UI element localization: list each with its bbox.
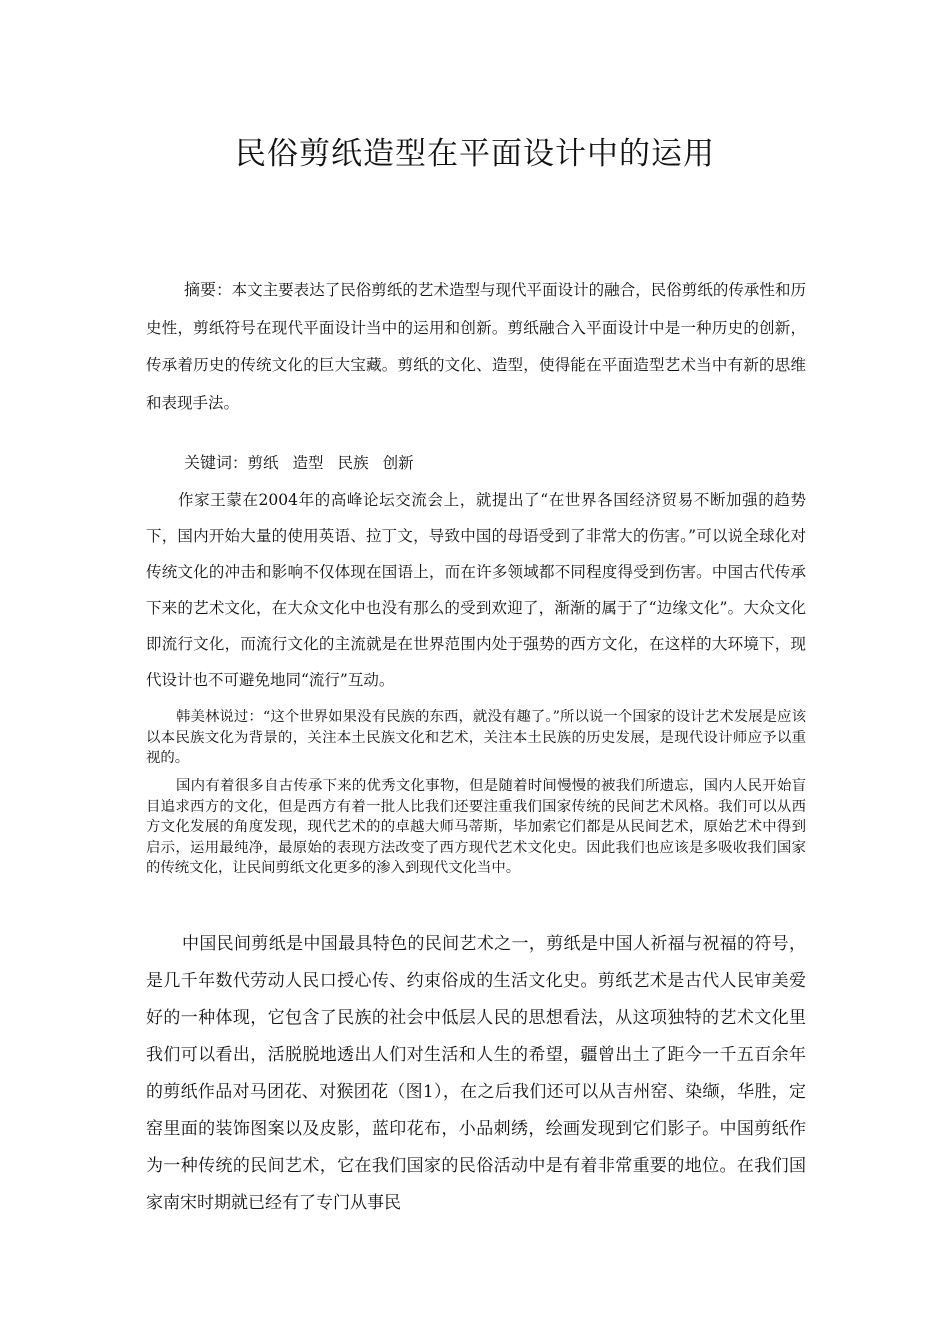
keyword-item: 造型 — [292, 454, 324, 472]
page-title: 民俗剪纸造型在平面设计中的运用 — [235, 136, 715, 172]
body-paragraph-2: 韩美林说过：“这个世界如果没有民族的东西，就没有趣了。”所以说一个国家的设计艺术发展是应该以本民族文化为背景的，关注本土民族文化和艺术，关注本土民族的历史发展，是现代设计师应予以重视的。 — [146, 709, 806, 766]
keywords-label: 关键词 — [184, 453, 233, 472]
keywords-separator: ： — [232, 454, 248, 472]
abstract-paragraph — [146, 271, 806, 422]
keyword-item: 民族 — [337, 454, 369, 472]
body-paragraph-3: 国内有着很多自古传承下来的优秀文化事物，但是随着时间慢慢的被我们所遗忘，国内人民开始盲目追求西方的文化，但是西方有着一批人比我们还要注重我们国家传统的民间艺术风格。我们可以从西方文化发展的角度发现，现代艺术的的卓越大师马蒂斯，毕加索它们都是从民间艺术，原始艺术中得到启示，运用最纯净，最原始的表现方法改变了西方现代艺术文化史。因此我们也应该是多吸收我们国家的传统文化，让民间剪纸文化更多的渗入到现代文化当中。 — [146, 778, 806, 876]
body-paragraph-1: 作家王蒙在2004年的高峰论坛交流会上，就提出了“在世界各国经济贸易不断加强的趋势下，国内开始大量的使用英语、拉丁文，导致中国的母语受到了非常大的伤害。”可以说全球化对传统文化的冲击和影响不仅体现在国语上，而在许多领域都不同程度得受到伤害。中国古代传承下来的艺术文化，在大众文化中也没有那么的受到欢迎了，渐渐的属于了“边缘文化”。大众文化即流行文化，而流行文化的主流就是在世界范围内处于强势的西方文化，在这样的大环境下，现代设计也不可避免地同“流行”互动。 — [146, 491, 806, 689]
abstract-label: 摘要 — [184, 280, 217, 299]
keyword-item: 剪纸 — [247, 454, 279, 472]
body-paragraph-4: 中国民间剪纸是中国最具特色的民间艺术之一，剪纸是中国人祈福与祝福的符号，是几千年数代劳动人民口授心传、约束俗成的生活文化史。剪纸艺术是古代人民审美爱好的一种体现，它包含了民族的社会中低层人民的思想看法，从这项独特的艺术文化里我们可以看出，活脱脱地透出人们对生活和人生的希望，疆曾出土了距今一千五百余年的剪纸作品对马团花、对猴团花（图1），在之后我们还可以从吉州窑、染缬，华胜，定窑里面的装饰图案以及皮影，蓝印花布，小品刺绣，绘画发现到它们影子。中国剪纸作为一种传统的民间艺术，它在我们国家的民俗活动中是有着非常重要的地位。在我们国家南宋时期就已经有了专门从事民 — [146, 934, 806, 1213]
abstract-text: ：本文主要表达了民俗剪纸的艺术造型与现代平面设计的融合，民俗剪纸的传承性和历史性，剪纸符号在现代平面设计当中的运用和创新。剪纸融合入平面设计中是一种历史的创新，传承着历史的传统文化的巨大宝藏。剪纸的文化、造型，使得能在平面造型艺术当中有新的思维和表现手法。 — [146, 281, 806, 412]
keywords-line — [184, 451, 784, 475]
keyword-item: 创新 — [382, 454, 414, 472]
